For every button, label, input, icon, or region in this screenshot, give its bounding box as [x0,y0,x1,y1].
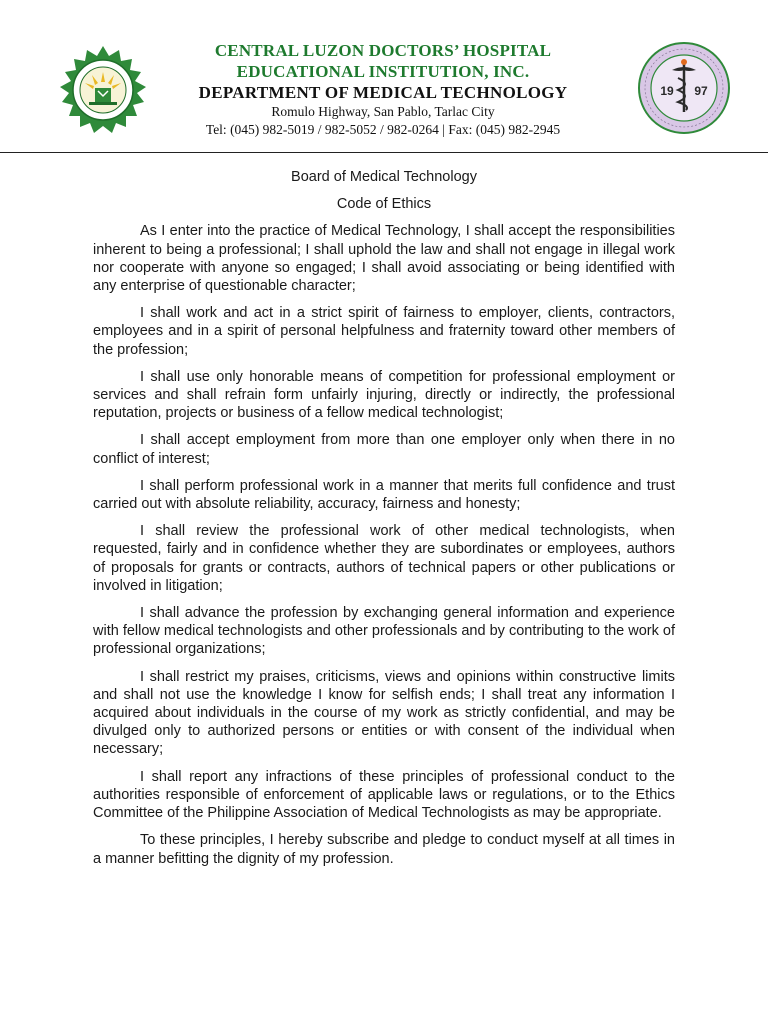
ethics-paragraph: I shall work and act in a strict spirit of fairness to employer, clients, contractors, employees and in a spirit of personal helpfulness and fraternity toward other members of the profession; [93,305,675,358]
ethics-paragraph: I shall advance the profession by exchanging general information and experience with fellow medical technologists and other professionals and by contributing to the work of professional organizations; [93,605,675,658]
letterhead-text [160,40,606,139]
letterhead [0,0,768,152]
department-name: DEPARTMENT OF MEDICAL TECHNOLOGY [198,83,568,102]
department-seal-icon [636,40,732,136]
ethics-paragraph: I shall accept employment from more than one employer only when there in no conflict of interest; [93,432,675,467]
document-title: Board of Medical Technology [291,169,477,185]
ethics-paragraph: I shall review the professional work of other medical technologists, when requested, fairly and in confidence whether they are subordinates or employees, authors of proposals for grants or contracts, authors of technical papers or other publications or involved in litigation; [93,523,675,594]
seal-year-left: 19 [660,84,674,98]
ethics-paragraph: I shall use only honorable means of competition for professional employment or services and shall refrain form unfairly injuring, directly or indirectly, the professional reputation, projects or business of a fellow medical technologist; [93,368,675,422]
document-subtitle: Code of Ethics [336,196,432,213]
address: Romulo Highway, San Pablo, Tarlac City [271,104,495,119]
ethics-paragraph: I shall perform professional work in a manner that merits full confidence and trust carried out with absolute reliability, accuracy, fairness and honesty; [93,477,675,513]
institution-type: EDUCATIONAL INSTITUTION, INC. [236,62,530,81]
institution-seal-icon [54,44,152,136]
ethics-paragraph: As I enter into the practice of Medical Technology, I shall accept the responsibilities inherent to being a professional; I shall uphold the law and shall not engage in illegal work nor cooperate with anyone so engaged; I shall avoid associating or being identified with any enterprise of questionable character; [93,223,675,295]
seal-year-right: 97 [694,84,708,98]
letterhead-divider [0,152,768,153]
ethics-paragraph: To these principles, I hereby subscribe and pledge to conduct myself at all times in a manner befitting the dignity of my profession. [93,832,675,867]
institution-name: CENTRAL LUZON DOCTORS’ HOSPITAL [214,41,552,60]
contact-numbers: Tel: (045) 982-5019 / 982-5052 / 982-0264 | Fax: (045) 982-2945 [205,122,561,137]
ethics-paragraph: I shall restrict my praises, criticisms, views and opinions within constructive limits and shall not use the knowledge I know for selfish ends; I shall treat any information I acquired about individuals in the course of my work as strictly confidential, and may be divulged only to authorized persons or entities or with consent of the individual when necessary; [93,668,675,758]
code-of-ethics-document [93,168,675,877]
ethics-paragraph: I shall report any infractions of these principles of professional conduct to the authorities responsible of enforcement of applicable laws or regulations, or to the Ethics Committee of the Philippine Association of Medical Technologists as may be appropriate. [93,768,675,822]
